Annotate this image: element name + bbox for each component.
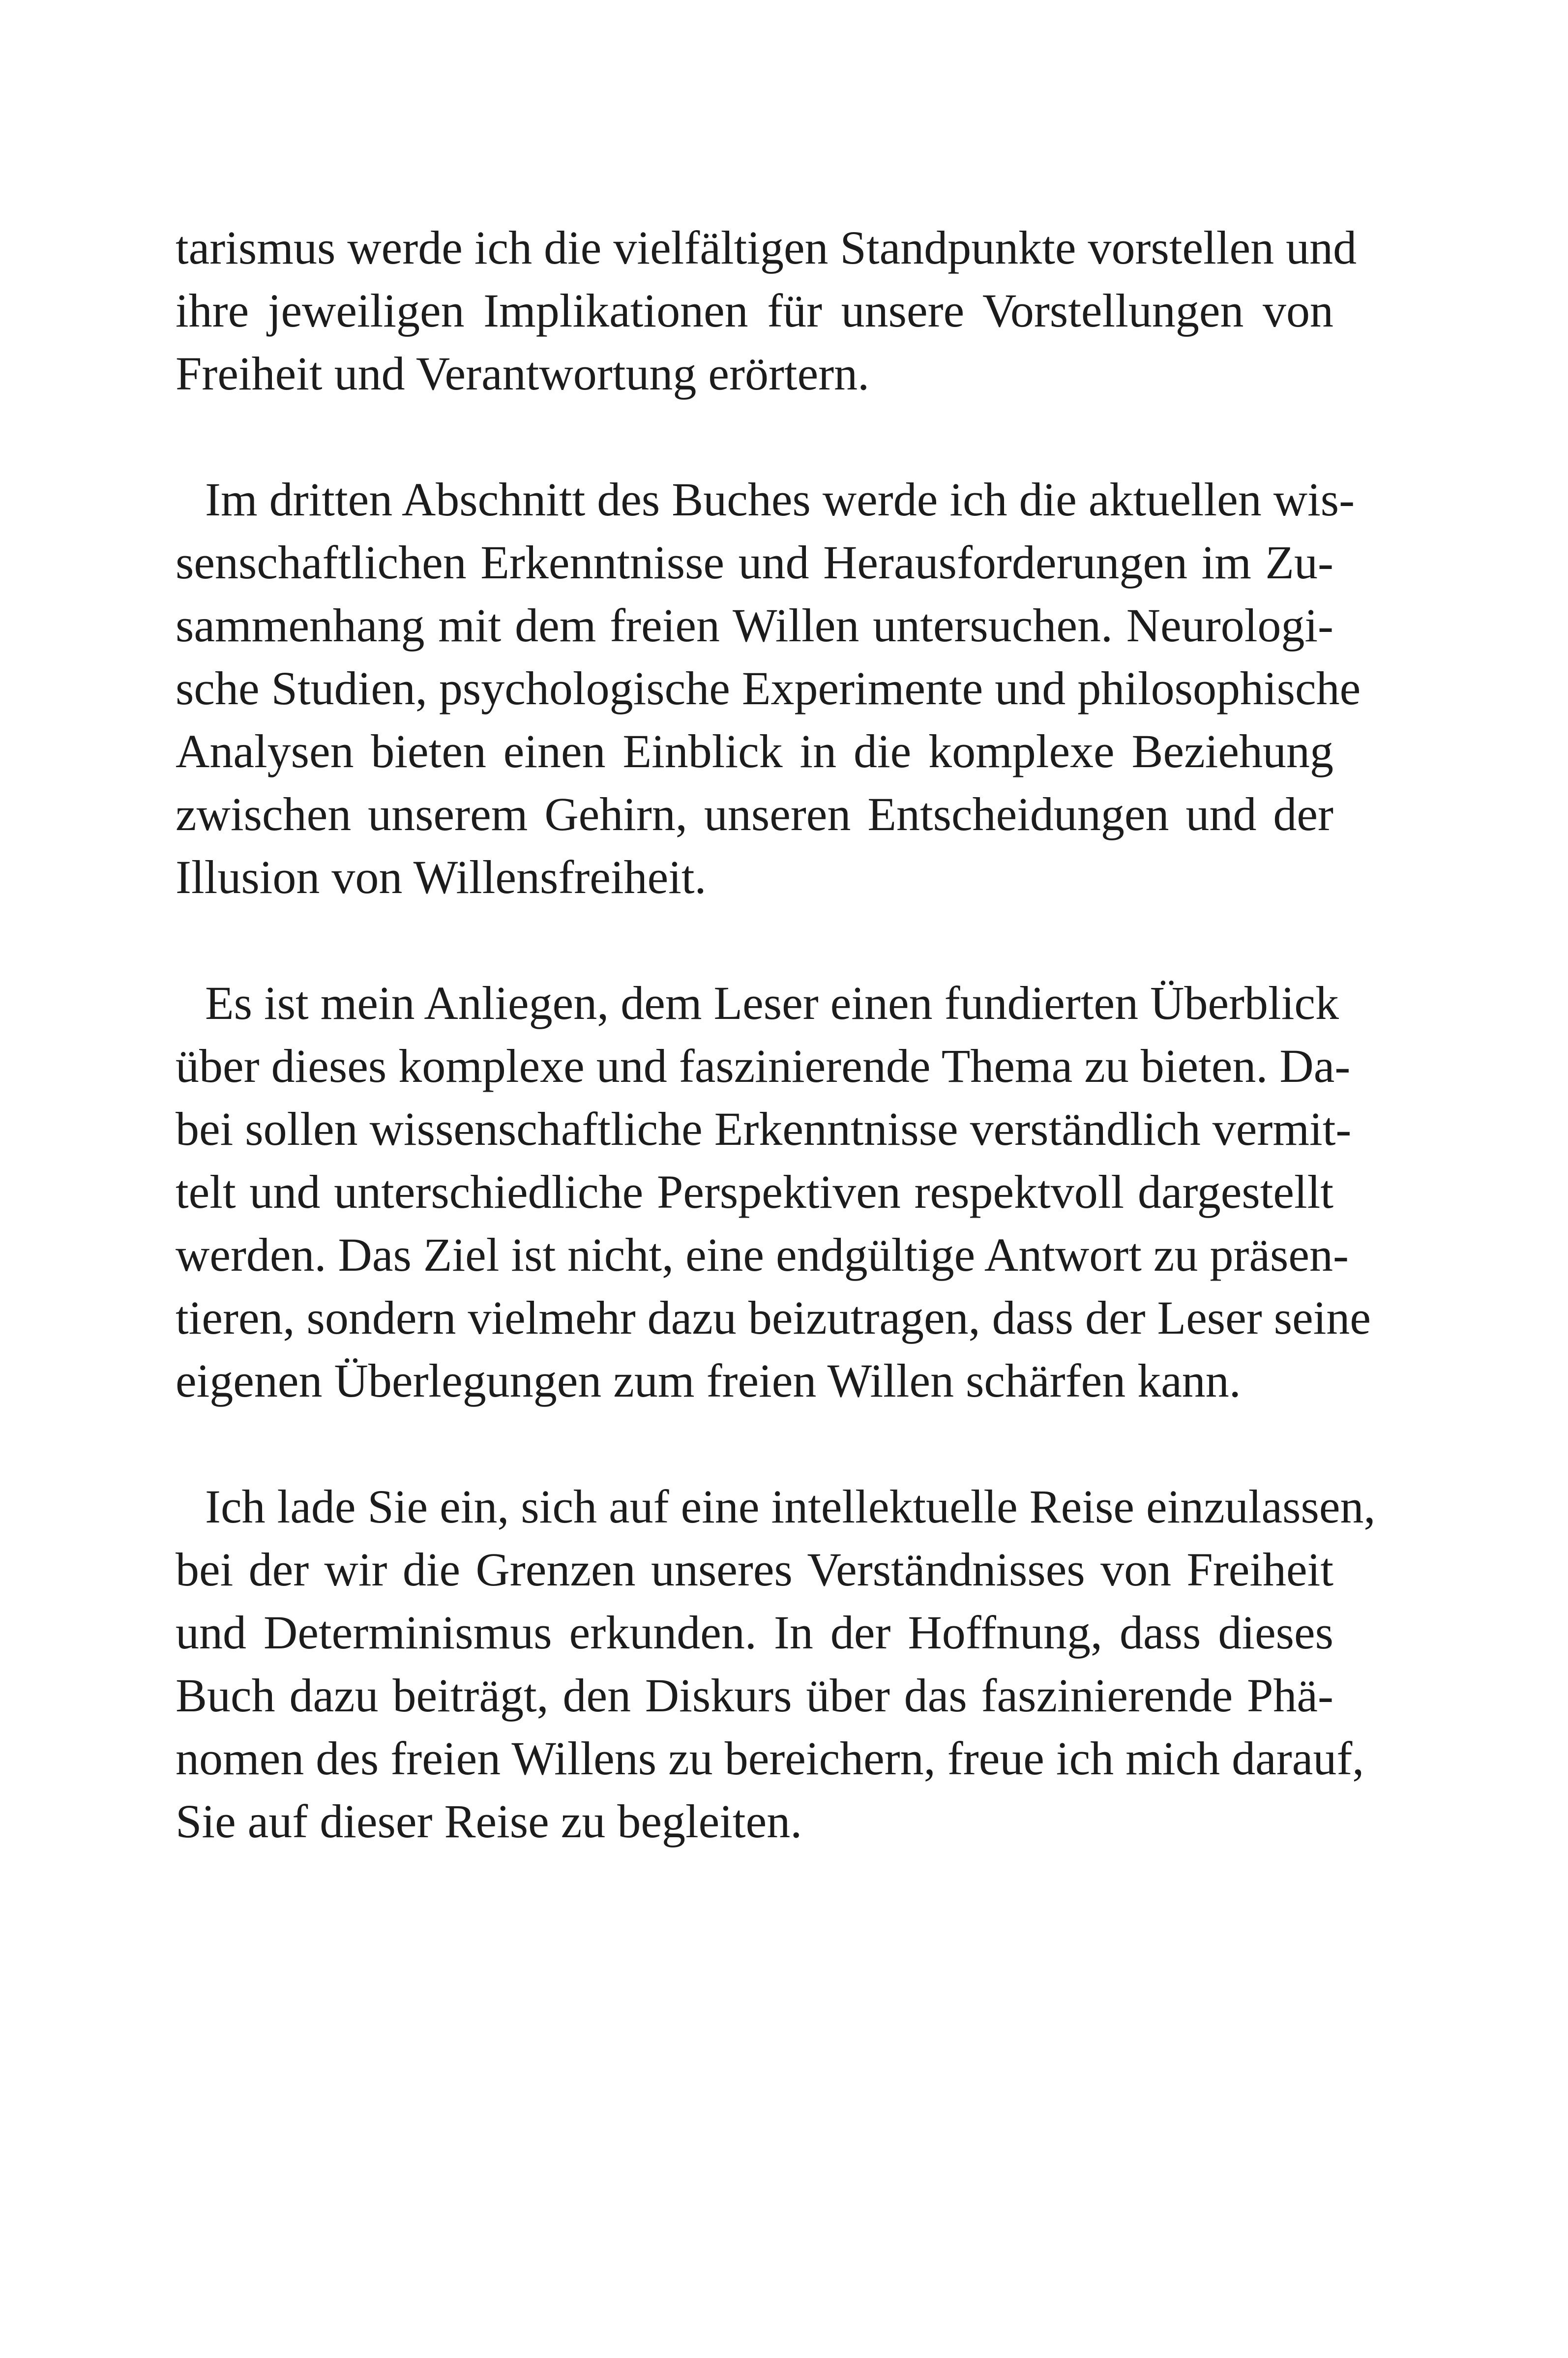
text-line: tieren, sondern vielmehr dazu beizutragen, dass der Leser seine [176,1291,1371,1344]
text-line: Es ist mein Anliegen, dem Leser einen fundierten Überblick [205,977,1339,1029]
text-line: Analysen bieten einen Einblick in die komplexe Beziehung [176,725,1333,777]
paragraph-1 [176,216,1357,405]
body-text [176,216,1376,1916]
text-line: über dieses komplexe und faszinierende Thema zu bieten. Da- [176,1040,1351,1092]
text-line: Ich lade Sie ein, sich auf eine intellektuelle Reise einzulassen, [205,1480,1376,1533]
paragraph-3 [176,972,1371,1412]
paragraph-2 [176,468,1361,909]
text-line: ihre jeweiligen Implikationen für unsere Vorstellungen von [176,284,1333,337]
text-line: bei der wir die Grenzen unseres Verständnisses von Freiheit [176,1543,1333,1596]
text-line: bei sollen wissenschaftliche Erkenntnisse verständlich vermit- [176,1103,1352,1155]
text-line: telt und unterschiedliche Perspektiven respektvoll dargestellt [176,1165,1333,1218]
text-line: Sie auf dieser Reise zu begleiten. [176,1795,802,1848]
paragraph-4 [176,1475,1376,1853]
text-line: Im dritten Abschnitt des Buches werde ich die aktuellen wis- [205,473,1355,526]
text-line: zwischen unserem Gehirn, unseren Entscheidungen und der [176,788,1333,840]
text-line: eigenen Überlegungen zum freien Willen schärfen kann. [176,1354,1241,1407]
text-line: nomen des freien Willens zu bereichern, freue ich mich darauf, [176,1732,1364,1785]
text-line: Illusion von Willensfreiheit. [176,851,707,903]
text-line: tarismus werde ich die vielfältigen Standpunkte vorstellen und [176,221,1357,274]
text-line: werden. Das Ziel ist nicht, eine endgültige Antwort zu präsen- [176,1228,1349,1281]
text-line: Freiheit und Verantwortung erörtern. [176,347,870,400]
text-line: Buch dazu beiträgt, den Diskurs über das faszinierende Phä- [176,1669,1333,1722]
text-line: und Determinismus erkunden. In der Hoffnung, dass dieses [176,1606,1333,1659]
text-line: senschaftlichen Erkenntnisse und Herausforderungen im Zu- [176,536,1333,589]
text-line: sche Studien, psychologische Experimente und philosophische [176,662,1361,715]
text-line: sammenhang mit dem freien Willen untersuchen. Neurologi- [176,599,1333,652]
